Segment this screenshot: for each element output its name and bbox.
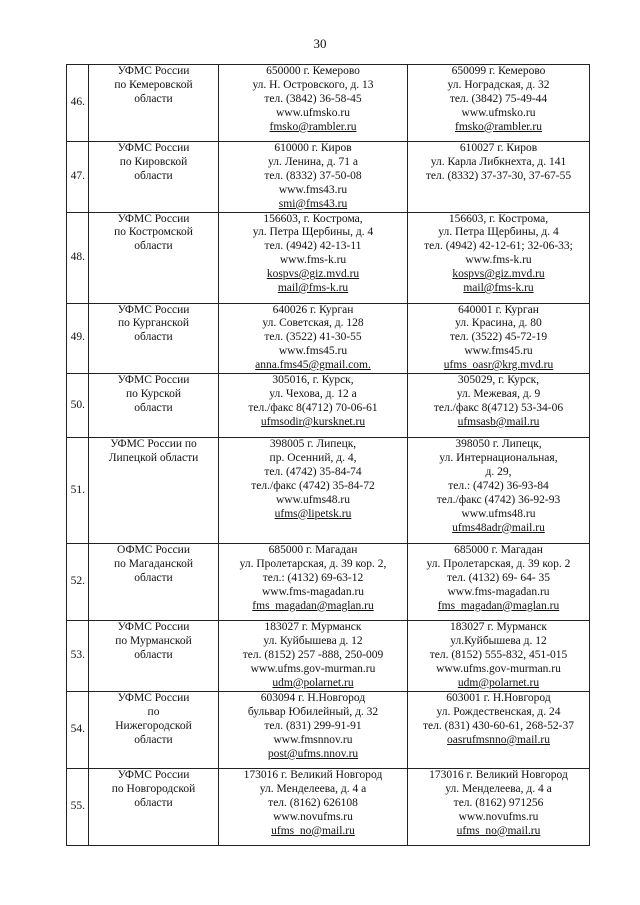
secondary-address-line: udm@polarnet.ru: [457, 676, 540, 689]
secondary-address-line: д. 29,: [485, 465, 512, 478]
secondary-address-line: тел. (831) 430-60-61, 268-52-37: [423, 719, 574, 732]
table-row: [67, 438, 590, 544]
table-row: [67, 142, 590, 213]
agency-name-line: УФМС России: [117, 65, 190, 77]
agency-name-line: по Мурманской: [115, 634, 192, 647]
secondary-address-line: fms_magadan@maglan.ru: [437, 599, 560, 612]
primary-address-line: fmsko@rambler.ru: [269, 120, 357, 133]
table-row: [67, 303, 590, 374]
agency-name-line: УФМС России: [117, 303, 190, 316]
secondary-address-line: www.fms-magadan.ru: [447, 585, 550, 598]
agency-name-line: области: [134, 796, 173, 809]
primary-address-line: пр. Осенний, д. 4,: [269, 451, 357, 464]
primary-address: [219, 769, 408, 846]
secondary-address-line: ул.Куйбышева д. 12: [450, 634, 547, 647]
secondary-address: [408, 621, 590, 692]
agency-name-line: по Курганской: [117, 317, 190, 330]
row-number: 51.: [67, 438, 89, 544]
secondary-address-line: тел. (4132) 69- 64- 35: [446, 571, 551, 584]
agency-name-line: Нижегородской: [115, 719, 192, 732]
primary-address-line: 640026 г. Курган: [272, 303, 354, 316]
secondary-address-line: тел. (8162) 971256: [453, 796, 544, 809]
primary-address-line: smi@fms43.ru: [278, 197, 348, 210]
primary-address-line: ул. Ленина, д. 71 а: [268, 155, 358, 168]
row-number: 48.: [67, 212, 89, 303]
row-number: 54.: [67, 692, 89, 769]
primary-address-line: www.fms43.ru: [278, 183, 348, 196]
agency-name-line: Липецкой области: [108, 451, 199, 464]
agency-name-line: области: [134, 331, 173, 344]
fms-offices-table: [66, 64, 590, 846]
secondary-address-line: 156603, г. Кострома,: [448, 212, 549, 225]
table-row: [67, 692, 590, 769]
agency-name-line: области: [134, 240, 173, 253]
primary-address: [219, 544, 408, 621]
primary-address-line: тел./факс 8(4712) 70-06-61: [248, 401, 378, 414]
primary-address: [219, 212, 408, 303]
primary-address-line: www.fms-k.ru: [279, 254, 347, 267]
primary-address-line: ул. Куйбышева д. 12: [263, 634, 363, 647]
secondary-address-line: тел. (4942) 42-12-61; 32-06-33;: [424, 240, 573, 253]
table-row: [67, 212, 590, 303]
secondary-address-line: fmsko@rambler.ru: [455, 120, 542, 133]
secondary-address: [408, 303, 590, 374]
primary-address-line: тел. (831) 299-91-91: [264, 719, 362, 732]
secondary-address-line: 398050 г. Липецк,: [455, 438, 542, 451]
primary-address-line: 398005 г. Липецк,: [269, 438, 357, 451]
agency-name-line: УФМС России: [117, 769, 190, 782]
secondary-address-line: ул. Пролетарская, д. 39 кор. 2: [426, 557, 571, 570]
secondary-address-line: 685000 г. Магадан: [454, 544, 543, 557]
secondary-address-line: ул. Петра Щербины, д. 4: [438, 226, 559, 239]
row-number: 50.: [67, 374, 89, 438]
primary-address-line: 183027 г. Мурманск: [264, 621, 362, 634]
secondary-address-line: mail@fms-k.ru: [463, 282, 534, 295]
row-number: 53.: [67, 621, 89, 692]
agency-name: [89, 621, 219, 692]
primary-address: [219, 692, 408, 769]
agency-name: [89, 65, 219, 142]
primary-address-line: 173016 г. Великий Новгород: [243, 769, 383, 782]
primary-address-line: www.ufms.gov-murman.ru: [250, 662, 376, 675]
secondary-address-line: www.fms45.ru: [464, 345, 533, 358]
primary-address: [219, 621, 408, 692]
secondary-address-line: ул. Красина, д. 80: [455, 317, 542, 330]
secondary-address-line: www.ufmsko.ru: [461, 106, 536, 119]
secondary-address-line: oasrufmsnno@mail.ru: [447, 733, 550, 746]
agency-name-line: УФМС России: [117, 374, 190, 387]
primary-address-line: kospvs@giz.mvd.ru: [266, 268, 360, 281]
agency-name-line: по Курской: [125, 387, 182, 400]
primary-address-line: ufms_no@mail.ru: [271, 824, 355, 837]
agency-name: [89, 303, 219, 374]
agency-name-line: области: [134, 169, 173, 182]
secondary-address-line: тел. (8332) 37-37-30, 37-67-55: [425, 169, 572, 182]
agency-name-line: УФМС России: [117, 142, 190, 154]
agency-name-line: ОФМС России: [117, 544, 190, 557]
primary-address: [219, 303, 408, 374]
secondary-address-line: www.fms-k.ru: [465, 254, 532, 267]
secondary-address-line: www.ufms.gov-murman.ru: [436, 662, 561, 675]
primary-address: [219, 374, 408, 438]
secondary-address-line: ufms_no@mail.ru: [456, 824, 541, 837]
agency-name: [89, 769, 219, 846]
secondary-address-line: ул. Рождественская, д. 24: [436, 705, 561, 718]
primary-address-line: ул. Менделеева, д. 4 а: [259, 782, 367, 795]
agency-name-line: области: [134, 648, 173, 661]
secondary-address-line: www.novufms.ru: [458, 810, 539, 823]
secondary-address: [408, 142, 590, 213]
agency-name-line: УФМС России: [117, 621, 190, 634]
primary-address-line: mail@fms-k.ru: [277, 282, 349, 295]
primary-address-line: тел. (8152) 257 -888, 250-009: [242, 648, 384, 661]
table-row: [67, 769, 590, 846]
primary-address-line: 650000 г. Кемерово: [266, 65, 360, 77]
agency-name-line: по Кировской: [119, 155, 188, 168]
agency-name: [89, 374, 219, 438]
secondary-address-line: тел. (3842) 75-49-44: [449, 92, 548, 105]
secondary-address: [408, 374, 590, 438]
primary-address-line: тел. (4942) 42-13-11: [264, 240, 362, 253]
agency-name: [89, 212, 219, 303]
primary-address-line: ул. Чехова, д. 12 а: [269, 387, 357, 400]
agency-name: [89, 692, 219, 769]
secondary-address-line: 173016 г. Великий Новгород: [429, 769, 568, 782]
primary-address-line: тел. (4742) 35-84-74: [264, 465, 362, 478]
primary-address-line: www.fmsnnov.ru: [273, 733, 353, 746]
table-body: [67, 65, 590, 846]
secondary-address-line: ул. Интернациональная,: [439, 451, 558, 464]
agency-name: [89, 544, 219, 621]
secondary-address-line: ул. Ноградская, д. 32: [447, 78, 550, 91]
primary-address-line: 305016, г. Курск,: [272, 374, 354, 387]
row-number: 49.: [67, 303, 89, 374]
secondary-address-line: тел./факс (4742) 36-92-93: [436, 493, 561, 506]
primary-address-line: post@ufms.nnov.ru: [267, 747, 359, 760]
primary-address-line: anna.fms45@gmail.com.: [255, 359, 371, 372]
primary-address-line: www.ufms48.ru: [276, 493, 350, 506]
agency-name-line: области: [134, 92, 173, 105]
table-row: [67, 621, 590, 692]
agency-name-line: по Кемеровской: [114, 78, 193, 91]
agency-name-line: по Костромской: [114, 226, 193, 239]
secondary-address-line: ул. Карла Либкнехта, д. 141: [430, 155, 567, 168]
agency-name-line: УФМС России по: [110, 438, 197, 451]
row-number: 55.: [67, 769, 89, 846]
row-number: 46.: [67, 65, 89, 142]
agency-name-line: по Новгородской: [111, 782, 196, 795]
primary-address-line: ул. Н. Островского, д. 13: [252, 78, 374, 91]
secondary-address-line: тел./факс 8(4712) 53-34-06: [433, 401, 564, 414]
primary-address-line: ufmsodir@kursknet.ru: [260, 415, 366, 428]
secondary-address-line: kospvs@giz.mvd.ru: [452, 268, 545, 281]
primary-address-line: ул. Пролетарская, д. 39 кор. 2,: [239, 557, 387, 570]
secondary-address: [408, 65, 590, 142]
secondary-address-line: тел. (3522) 45-72-19: [449, 331, 548, 344]
agency-name-line: УФМС России: [117, 212, 190, 225]
agency-name-line: по: [147, 705, 160, 718]
secondary-address: [408, 692, 590, 769]
agency-name: [89, 142, 219, 213]
primary-address-line: 603094 г. Н.Новгород: [260, 692, 366, 705]
secondary-address-line: ufmsasb@mail.ru: [457, 415, 540, 428]
row-number: 47.: [67, 142, 89, 213]
table-row: [67, 65, 590, 142]
primary-address-line: www.fms45.ru: [278, 345, 348, 358]
secondary-address-line: ufms48adr@mail.ru: [452, 521, 545, 534]
secondary-address-line: ул. Менделеева, д. 4 а: [445, 782, 552, 795]
secondary-address: [408, 769, 590, 846]
primary-address-line: 156603, г. Кострома,: [263, 212, 363, 225]
primary-address-line: бульвар Юбилейный, д. 32: [247, 705, 379, 718]
primary-address-line: www.fms-magadan.ru: [261, 585, 365, 598]
secondary-address: [408, 544, 590, 621]
primary-address-line: тел. (8162) 626108: [268, 796, 358, 809]
secondary-address-line: 183027 г. Мурманск: [450, 621, 547, 634]
primary-address: [219, 142, 408, 213]
primary-address-line: 685000 г. Магадан: [268, 544, 358, 557]
secondary-address-line: ufms_oasr@krg.mvd.ru: [443, 359, 554, 372]
primary-address-line: fms_magadan@maglan.ru: [252, 599, 374, 612]
primary-address-line: тел./факс (4742) 35-84-72: [251, 479, 375, 492]
primary-address-line: тел.: (4132) 69-63-12: [262, 571, 364, 584]
primary-address-line: www.ufmsko.ru: [276, 106, 350, 119]
table-row: [67, 374, 590, 438]
primary-address-line: ул. Петра Щербины, д. 4: [252, 226, 374, 239]
secondary-address-line: 603001 г. Н.Новгород: [446, 692, 551, 705]
secondary-address-line: ул. Межевая, д. 9: [456, 387, 541, 400]
agency-name-line: области: [134, 733, 173, 746]
primary-address-line: тел. (3842) 36-58-45: [264, 92, 362, 105]
secondary-address-line: 640001 г. Курган: [458, 303, 539, 316]
secondary-address: [408, 212, 590, 303]
secondary-address-line: 610027 г. Киров: [459, 142, 538, 154]
agency-name: [89, 438, 219, 544]
primary-address-line: www.novufms.ru: [273, 810, 353, 823]
primary-address-line: 610000 г. Киров: [274, 142, 352, 154]
primary-address-line: тел. (8332) 37-50-08: [264, 169, 362, 182]
secondary-address-line: 650099 г. Кемерово: [451, 65, 546, 77]
page-number: 30: [313, 36, 327, 51]
secondary-address-line: 305029, г. Курск,: [457, 374, 540, 387]
secondary-address-line: www.ufms48.ru: [461, 507, 536, 520]
primary-address: [219, 438, 408, 544]
primary-address-line: ufms@lipetsk.ru: [274, 507, 352, 520]
primary-address-line: тел. (3522) 41-30-55: [264, 331, 362, 344]
agency-name-line: области: [134, 571, 173, 584]
primary-address-line: ул. Советская, д. 128: [262, 317, 364, 330]
agency-name-line: области: [134, 401, 173, 414]
secondary-address-line: тел.: (4742) 36-93-84: [448, 479, 549, 492]
table-row: [67, 544, 590, 621]
row-number: 52.: [67, 544, 89, 621]
secondary-address-line: тел. (8152) 555-832, 451-015: [429, 648, 568, 661]
agency-name-line: УФМС России: [117, 692, 190, 705]
primary-address: [219, 65, 408, 142]
agency-name-line: по Магаданской: [113, 557, 194, 570]
primary-address-line: udm@polarnet.ru: [272, 676, 354, 689]
secondary-address: [408, 438, 590, 544]
